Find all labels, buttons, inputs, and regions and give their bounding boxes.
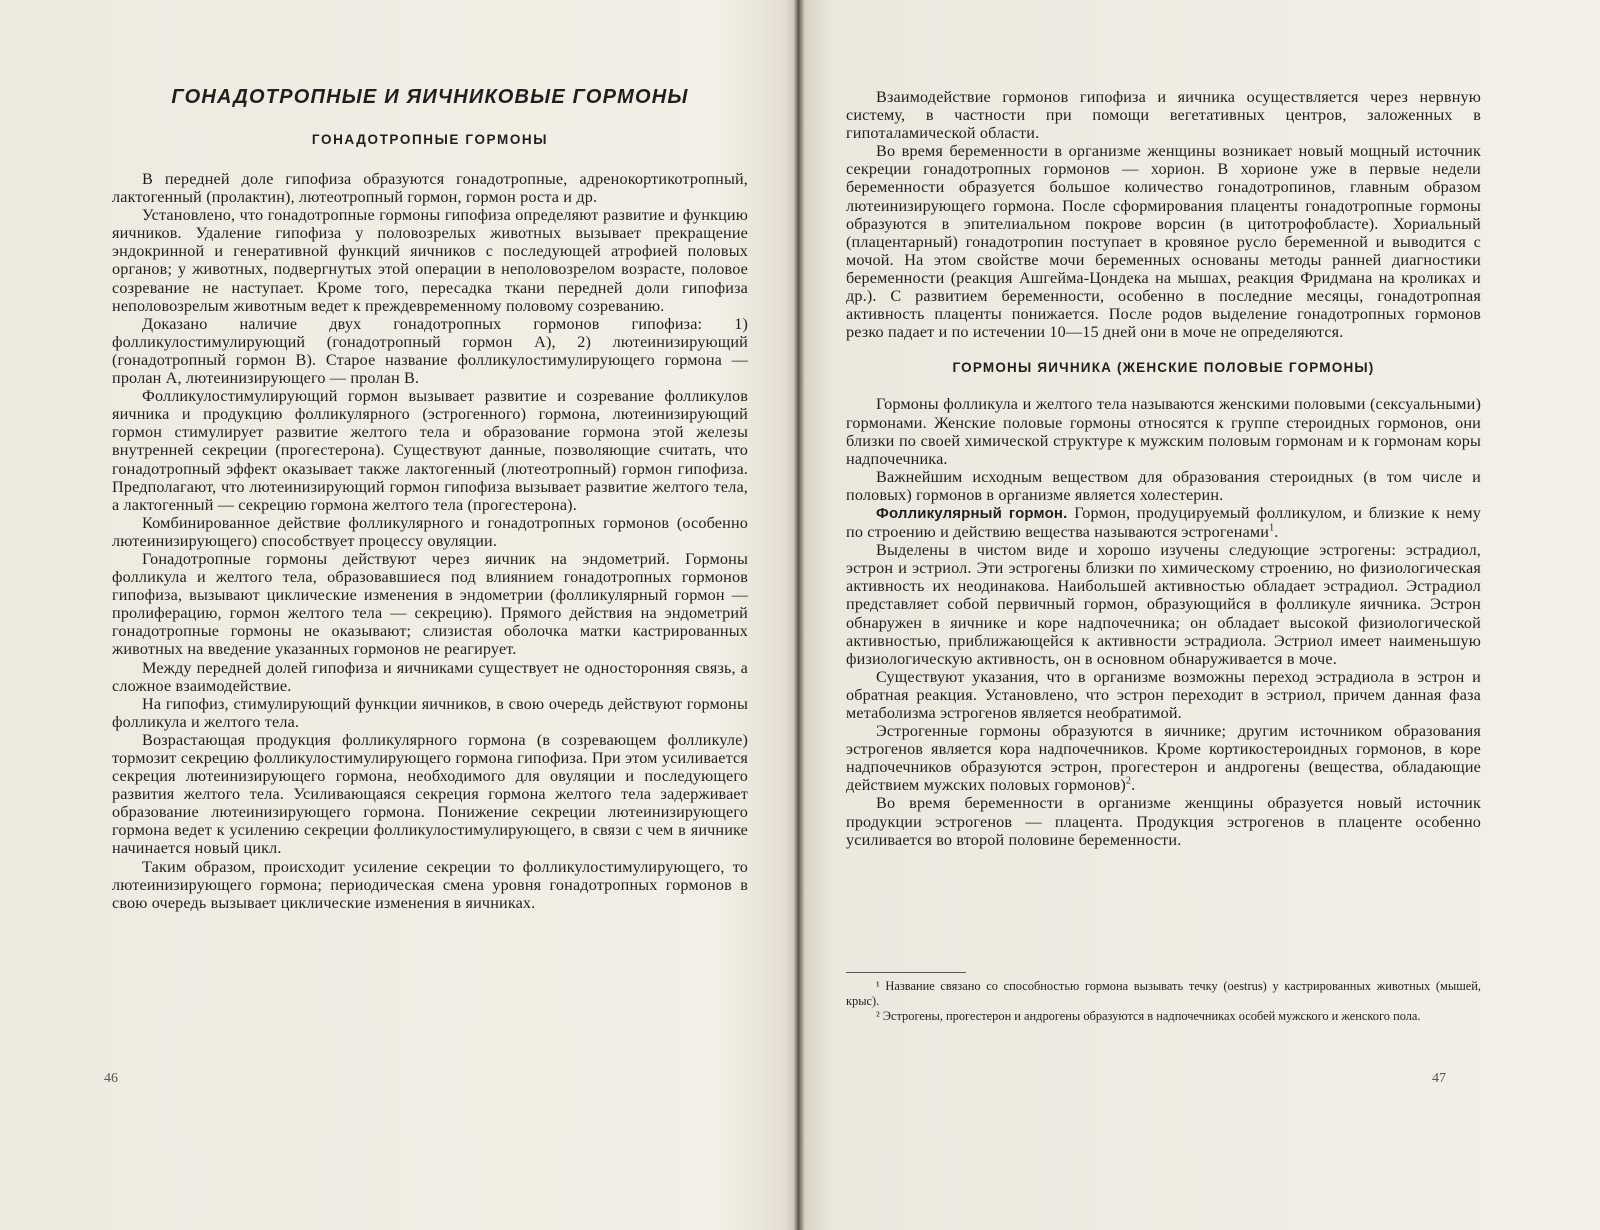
paragraph: В передней доле гипофиза образуются гонадотропные, адренокортикотропный, лактогенный (пролактин), лютеотропный гормон, гормон роста и др. — [112, 170, 748, 207]
paragraph: Гонадотропные гормоны действуют через яичник на эндометрий. Гормоны фолликула и желтого тела, образовавшиеся под влиянием гонадотропных гормонов гипофиза, вызывают циклические изменения в эндометрии (фолликулярный гормон — пролиферацию, гормон желтого тела — секрецию). Прямого действия на эндометрий гонадотропные гормоны не оказывают; слизистая оболочка матки кастрированных животных на введение указанных гормонов не реагирует. — [112, 549, 748, 659]
chapter-title: ГОНАДОТРОПНЫЕ И ЯИЧНИКОВЫЕ ГОРМОНЫ — [171, 86, 689, 108]
footnote-ref[interactable]: 1 — [1269, 522, 1275, 534]
paragraph: Возрастающая продукция фолликулярного гормона (в созревающем фолликуле) тормозит секрецию фолликулостимулирующего гормона гипофиза. При этом усиливается секреция лютеинизирующего гормона, необходимого для овуляции и последующего развития желтого тела. Усиливающаяся секреция гормона желтого тела задерживает образование лютеинизирующего гормона. Понижение секреции лютеинизирующего гормона ведет к усилению секреции фолликулостимулирующего, в связи с чем в яичнике начинается новый цикл. — [112, 730, 748, 858]
paragraph: Взаимодействие гормонов гипофиза и яичника осуществляется через нервную систему, в частности при помощи вегетативных центров, заложенных в гипоталамической области. — [846, 88, 1481, 143]
footnote-ref[interactable]: 2 — [1125, 775, 1132, 787]
right-page — [800, 0, 1600, 1230]
paragraph-estrogen-sources — [846, 722, 1481, 794]
paragraph-text: . — [1131, 776, 1136, 795]
page-number: 47 — [1432, 1071, 1446, 1086]
paragraph: Гормоны фолликула и желтого тела называются женскими половыми (сексуальными) гормонами. Женские половые гормоны относятся к группе стероидных гормонов, они близки по своей химической структуре к мужским половым гормонам и к гормонам коры надпочечника. — [846, 395, 1481, 468]
paragraph: Комбинированное действие фолликулярного и гонадотропных гормонов (особенно лютеинизирующего) способствует процессу овуляции. — [112, 513, 748, 550]
paragraph: Во время беременности в организме женщины возникает новый мощный источник секреции гонадотропных гормонов — хорион. В хорионе уже в первые недели беременности образуется большое количество гонадотропинов, главным образом лютеинизирующего гормона. После сформирования плаценты гонадотропные гормоны образуются в эпителиальном покрове ворсин (в цитотрофобласте). Хориальный (плацентарный) гонадотропин поступает в кровяное русло беременной и выводится с мочой. На этом свойстве мочи беременных основаны методы ранней диагностики беременности (реакция Ашгейма-Цондека на мышах, реакция Фридмана на кроликах и др.). С развитием беременности, особенно в последние месяцы, гонадотропная активность плаценты понижается. После родов выделение гонадотропных гормонов резко падает и по истечении 10—15 дней они в моче не определяются. — [846, 142, 1481, 342]
paragraph-follicular-hormone — [846, 504, 1481, 541]
footnote-divider — [846, 972, 966, 973]
paragraph-text: Гормон, продуцируемый фолликулом, и близкие к нему по строению и действию вещества называются эстрогенами — [846, 503, 1481, 542]
paragraph: Установлено, что гонадотропные гормоны гипофиза определяют развитие и функцию яичников. Удаление гипофиза у половозрелых животных вызывает прекращение эндокринной и генеративной функций яичников с последующей атрофией половых органов; у животных, подвергнутых этой операции в неполовозрелом возрасте, половое созревание не наступает. Кроме того, пересадка ткани передней доли гипофиза неполовозрелым животным ведет к преждевременному половому созреванию. — [112, 206, 748, 315]
paragraph: Фолликулостимулирующий гормон вызывает развитие и созревание фолликулов яичника и продукцию фолликулярного (эстрогенного) гормона, лютеинизирующий гормон стимулирует развитие желтого тела и образование гормона этой железы внутренней секреции (прогестерона). Существуют данные, позволяющие считать, что гонадотропный эффект оказывает также лактогенный (лютеотропный) гормон гипофиза. Предполагают, что лютеинизирующий гормон гипофиза вызывает развитие желтого тела, а лактогенный — секрецию гормона желтого тела (прогестерона). — [112, 387, 748, 514]
term-follicular-hormone: Фолликулярный гормон. — [876, 504, 1068, 522]
right-text-column — [846, 88, 1481, 849]
paragraph: Существуют указания, что в организме возможны переход эстрадиола в эстрон и обратная реакция. Установлено, что эстрон переходит в эстриол, причем данная фаза метаболизма эстрогенов является необратимой. — [846, 667, 1481, 722]
page-number: 46 — [104, 1071, 118, 1086]
paragraph: Доказано наличие двух гонадотропных гормонов гипофиза: 1) фолликулостимулирующий (гонадотропный гормон А), 2) лютеинизирующий (гонадотропный гормон В). Старое название фолликулостимулирующего гормона — пролан А, лютеинизирующего — пролан В. — [112, 314, 748, 388]
paragraph: На гипофиз, стимулирующий функции яичников, в свою очередь действуют гормоны фолликула и желтого тела. — [112, 694, 748, 731]
section-subtitle: ГОНАДОТРОПНЫЕ ГОРМОНЫ — [311, 132, 549, 147]
section-heading: ГОРМОНЫ ЯИЧНИКА (ЖЕНСКИЕ ПОЛОВЫЕ ГОРМОНЫ) — [952, 360, 1375, 376]
left-text-column — [112, 170, 748, 912]
paragraph-text: . — [1274, 523, 1279, 542]
footnote: ² Эстрогены, прогестерон и андрогены образуются в надпочечниках особей мужского и женского пола. — [876, 1009, 1421, 1023]
paragraph: Во время беременности в организме женщины образуется новый источник продукции эстрогенов — плацента. Продукция эстрогенов в плаценте особенно усиливается во второй половине беременности. — [846, 794, 1481, 849]
paragraph: Важнейшим исходным веществом для образования стероидных (в том числе и половых) гормонов в организме является холестерин. — [846, 467, 1481, 504]
footnote: ¹ Название связано со способностью гормона вызывать течку (oestrus) у кастрированных животных (мышей, крыс). — [846, 979, 1481, 1008]
paragraph: Выделены в чистом виде и хорошо изучены следующие эстрогены: эстрадиол, эстрон и эстриол. Эти эстрогены близки по химическому строению, но физиологическая активность их неодинакова. Наибольшей активностью обладает эстрадиол. Эстрадиол представляет собой первичный гормон, образующийся в фолликуле яичника. Эстрон обнаружен в яичнике и коре надпочечника; он обладает высокой физиологической активностью, приближающейся к активности эстрадиола. Эстриол имеет наименьшую физиологическую активность, он в основном обнаруживается в моче. — [846, 541, 1481, 668]
paragraph: Между передней долей гипофиза и яичниками существует не односторонняя связь, а сложное взаимодействие. — [112, 658, 748, 695]
paragraph: Таким образом, происходит усиление секреции то фолликулостимулирующего, то лютеинизирующего гормона; периодическая смена уровня гонадотропных гормонов в свою очередь вызывает циклические изменения в яичниках. — [112, 857, 748, 912]
paragraph-text: Эстрогенные гормоны образуются в яичнике; другим источником образования эстрогенов является кора надпочечников. Кроме кортикостероидных гормонов, в коре надпочечников образуются эстрон, прогестерон и андрогены (вещества, обладающие действием мужских половых гормонов) — [846, 722, 1481, 795]
footnotes — [846, 972, 1481, 1024]
